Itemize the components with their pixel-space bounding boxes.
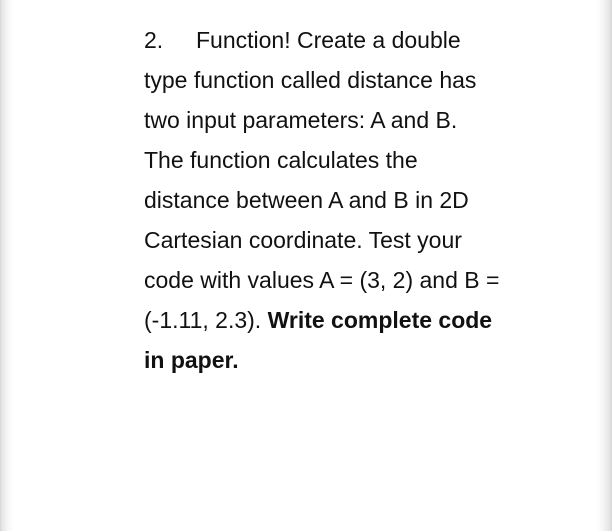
question-line-8 bbox=[144, 300, 564, 340]
question-line-7: code with values A = (3, 2) and B = bbox=[144, 267, 500, 293]
page-left-edge bbox=[0, 0, 14, 531]
question-number: 2. bbox=[144, 27, 164, 53]
question-line-1 bbox=[144, 20, 564, 60]
question-values-text: (-1.11, 2.3). bbox=[144, 307, 268, 333]
question-line-5: distance between A and B in 2D bbox=[144, 187, 469, 213]
question-text-line: Function! Create a double bbox=[196, 27, 461, 53]
question-line-6: Cartesian coordinate. Test your bbox=[144, 227, 462, 253]
question-line-4: The function calculates the bbox=[144, 147, 418, 173]
page-right-edge bbox=[596, 0, 612, 531]
question-line-9: in paper. bbox=[144, 347, 239, 373]
question-line-3: two input parameters: A and B. bbox=[144, 107, 458, 133]
instruction-text: Write complete code bbox=[267, 307, 493, 333]
question-block bbox=[144, 20, 564, 380]
question-line-2: type function called distance has bbox=[144, 67, 477, 93]
